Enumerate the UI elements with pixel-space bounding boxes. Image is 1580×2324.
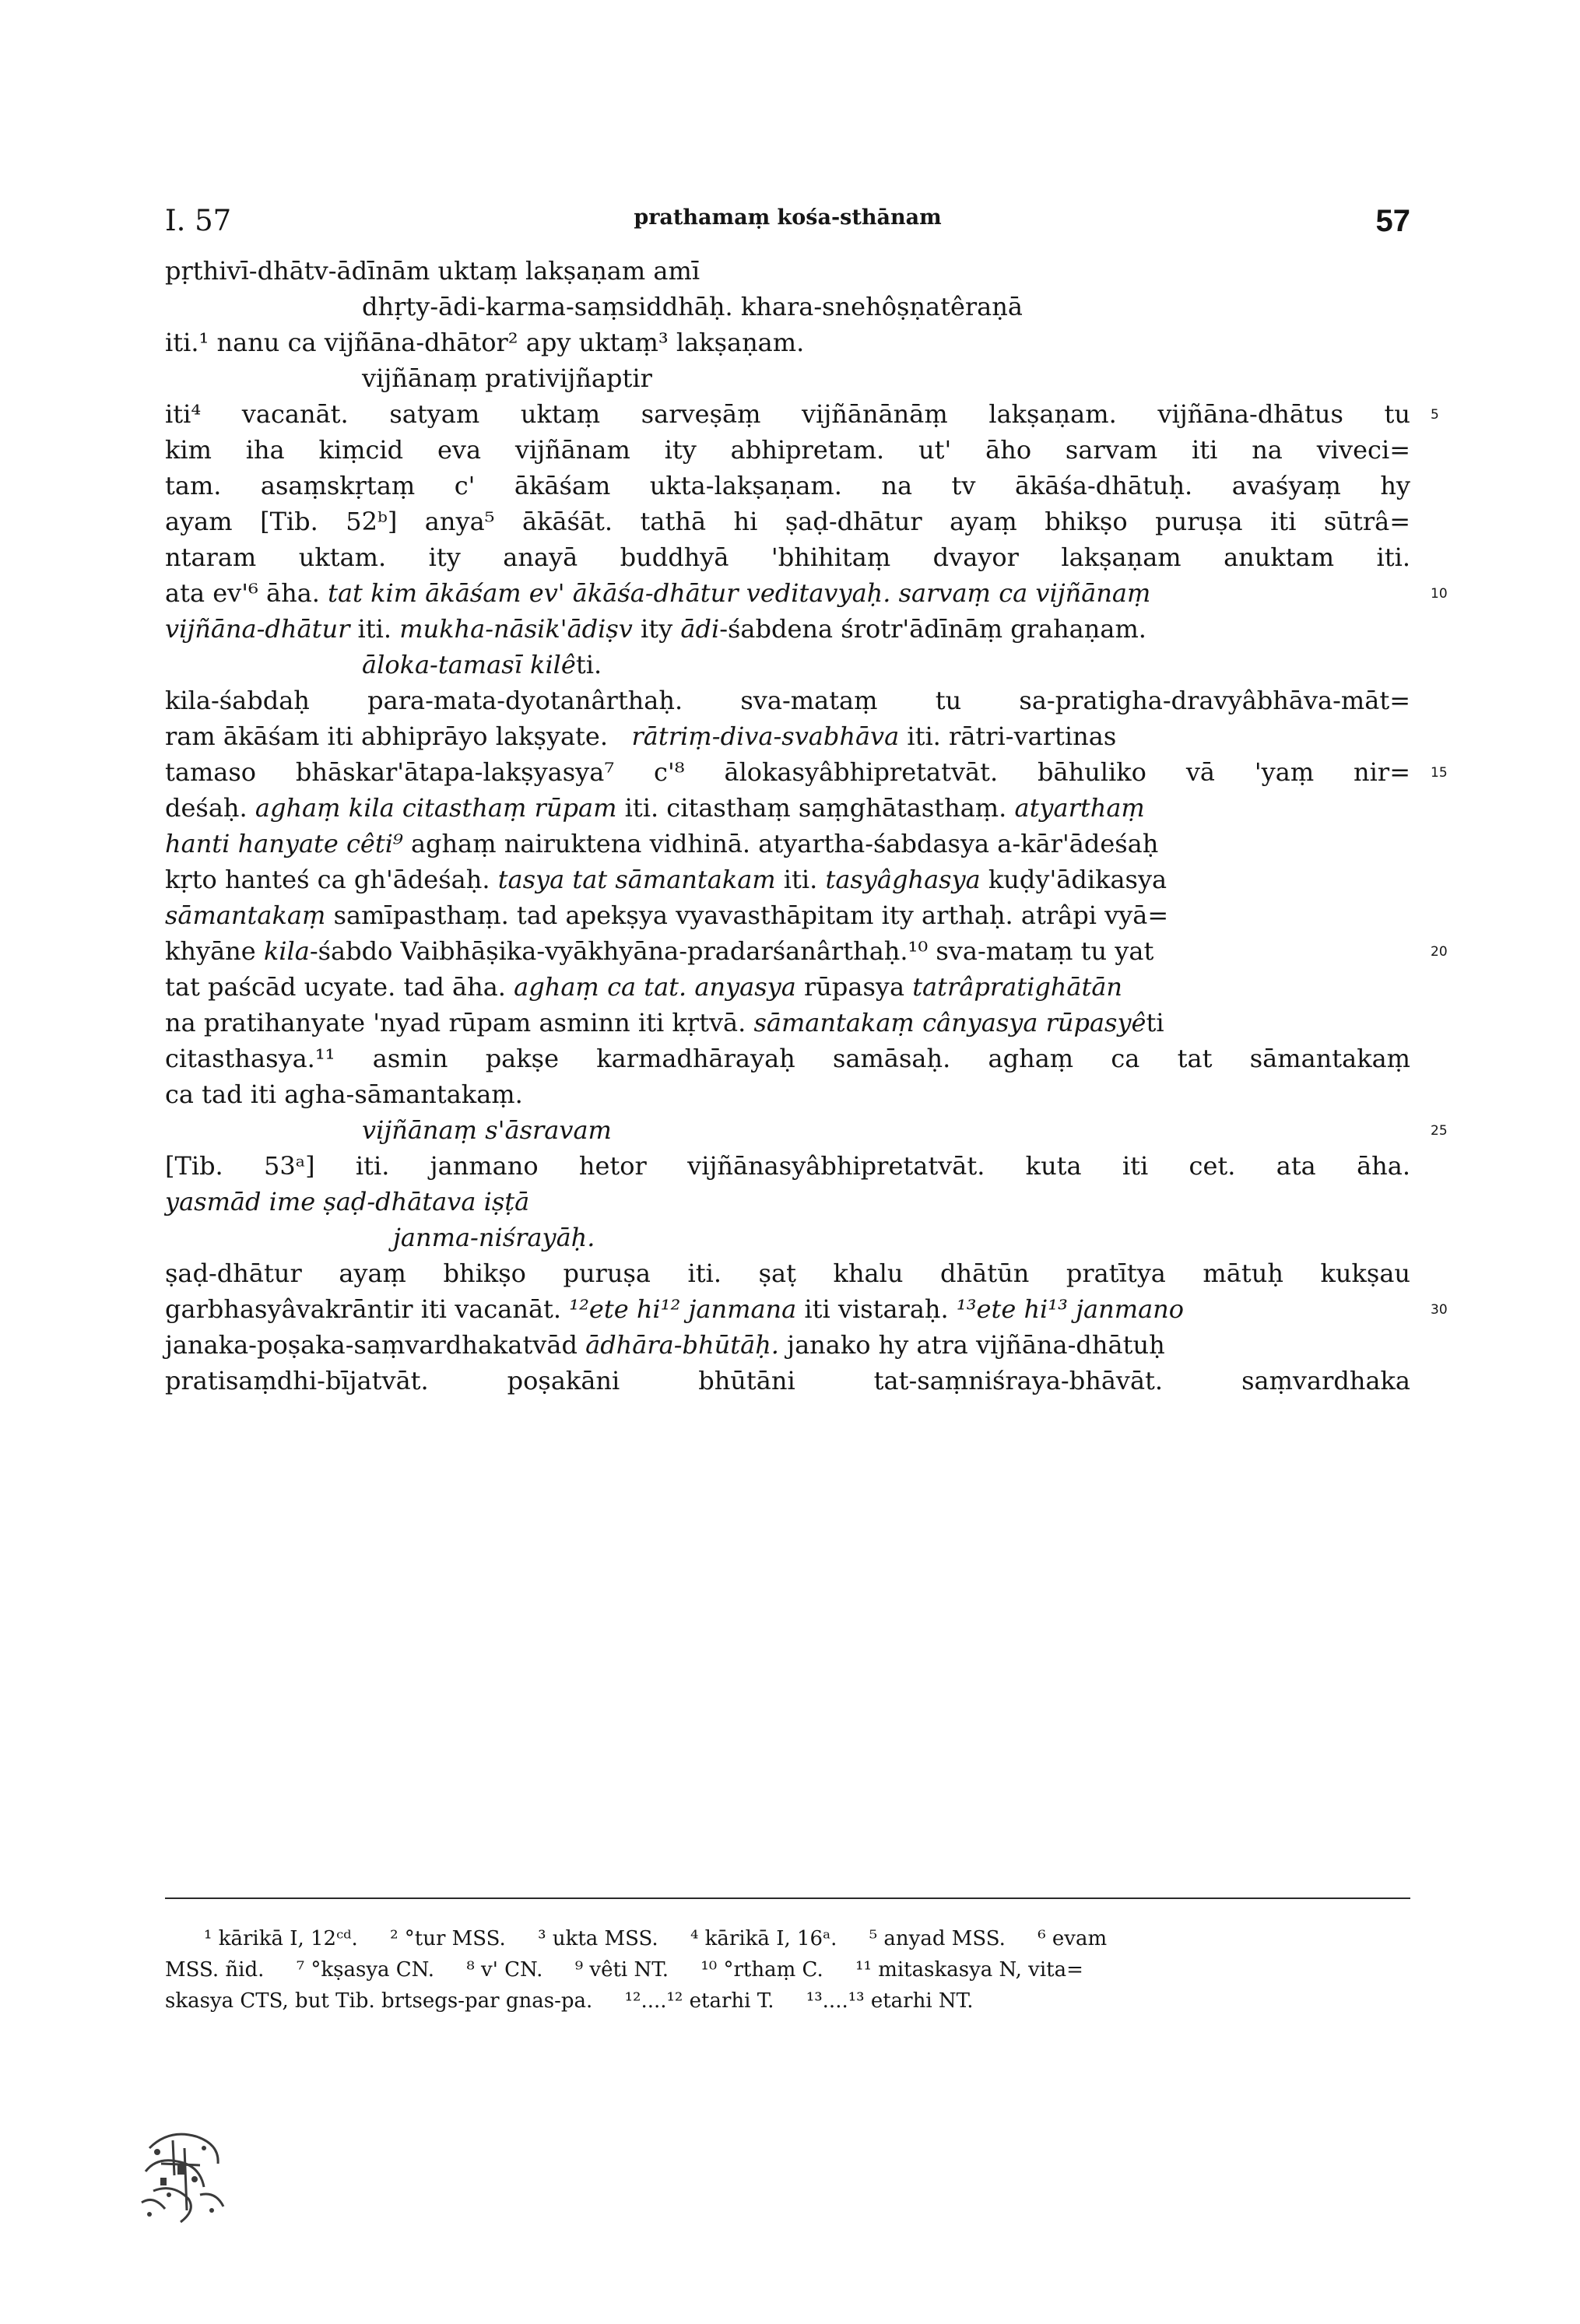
- line-number: 30: [1431, 1302, 1448, 1318]
- line-number: 25: [1431, 1123, 1448, 1139]
- text-line: sāmantakaṃ samīpasthaṃ. tad apekṣya vyavasthāpitam ity arthaḥ. atrâpi vyā=: [165, 900, 1169, 930]
- text-line: pṛthivī-dhātv-ādīnām uktaṃ lakṣaṇam amī: [165, 256, 700, 286]
- text-line: hanti hanyate cêti⁹ aghaṃ nairuktena vidhinā. atyartha-śabdasya a-kār'ādeśaḥ: [165, 829, 1159, 858]
- verse-line: yasmād ime ṣaḍ-dhātava iṣṭā: [165, 1187, 530, 1216]
- text-line: khyāne kila-śabdo Vaibhāṣika-vyākhyāna-pradarśanârthaḥ.¹⁰ sva-mataṃ tu yat: [165, 936, 1154, 966]
- text-line: tamaso bhāskar'ātapa-lakṣyasya⁷ c'⁸ ālokasyâbhipretatvāt. bāhuliko vā 'yaṃ nir=: [165, 757, 1410, 787]
- footnote-line: skasya CTS, but Tib. brtsegs-par gnas-pa. ¹²....¹² etarhi T. ¹³....¹³ etarhi NT.: [165, 1989, 974, 2013]
- line-number: 10: [1431, 586, 1448, 602]
- text-line: ayam [Tib. 52ᵇ] anya⁵ ākāśāt. tathā hi ṣaḍ-dhātur ayaṃ bhikṣo puruṣa iti sūtrâ=: [165, 507, 1410, 536]
- text-line: citasthasya.¹¹ asmin pakṣe karmadhārayaḥ samāsaḥ. aghaṃ ca tat sāmantakaṃ: [165, 1044, 1410, 1073]
- text-line: iti⁴ vacanāt. satyam uktaṃ sarveṣāṃ vijñānānāṃ lakṣaṇam. vijñāna-dhātus tu: [165, 399, 1410, 429]
- text-line: tam. asaṃskṛtaṃ c' ākāśam ukta-lakṣaṇam. na tv ākāśa-dhātuḥ. avaśyaṃ hy: [165, 471, 1410, 500]
- text-line: kṛto hanteś ca gh'ādeśaḥ. tasya tat sāmantakam iti. tasyâghasya kuḍy'ādikasya: [165, 865, 1167, 894]
- text-line: vijñāna-dhātur iti. mukha-nāsik'ādiṣv ity ādi-śabdena śrotr'ādīnāṃ grahaṇam.: [165, 614, 1146, 644]
- text-line: janaka-poṣaka-saṃvardhakatvād ādhāra-bhūtāḥ. janako hy atra vijñāna-dhātuḥ: [165, 1330, 1165, 1360]
- running-header: [165, 204, 1410, 251]
- footnote-line: MSS. ñid. ⁷ °kṣasya CN. ⁸ v' CN. ⁹ vêti NT. ¹⁰ °rthaṃ C. ¹¹ mitaskasya N, vita=: [165, 1958, 1083, 1982]
- text-line: kila-śabdaḥ para-mata-dyotanârthaḥ. sva-mataṃ tu sa-pratigha-dravyâbhāva-māt=: [165, 686, 1410, 715]
- line-number: 20: [1431, 944, 1448, 960]
- text-line: ṣaḍ-dhātur ayaṃ bhikṣo puruṣa iti. ṣaṭ khalu dhātūn pratītya mātuḥ kukṣau: [165, 1259, 1410, 1288]
- seal-icon: [126, 2117, 243, 2234]
- line-number: 15: [1431, 765, 1448, 781]
- text-line: [Tib. 53ᵃ] iti. janmano hetor vijñānasyâbhipretatvāt. kuta iti cet. ata āha.: [165, 1151, 1410, 1181]
- text-line: pratisaṃdhi-bījatvāt. poṣakāni bhūtāni tat-saṃniśraya-bhāvāt. saṃvardhaka: [165, 1366, 1410, 1395]
- text-line: ntaram uktam. ity anayā buddhyā 'bhihitaṃ dvayor lakṣaṇam anuktam iti.: [165, 542, 1410, 572]
- running-title: prathamaṃ kośa-sthānam: [634, 205, 942, 230]
- text-line: ata ev'⁶ āha. tat kim ākāśam ev' ākāśa-dhātur veditavyaḥ. sarvaṃ ca vijñānaṃ: [165, 578, 1151, 608]
- library-seal-stamp: [126, 2117, 243, 2234]
- text-line: ca tad iti agha-sāmantakaṃ.: [165, 1080, 523, 1109]
- text-line: kim iha kiṃcid eva vijñānam ity abhipretam. ut' āho sarvam iti na viveci=: [165, 435, 1410, 465]
- verse-line: āloka-tamasī kilêti.: [362, 650, 602, 679]
- text-line: deśaḥ. aghaṃ kila citasthaṃ rūpam iti. citasthaṃ saṃghātasthaṃ. atyarthaṃ: [165, 793, 1145, 823]
- line-number: 5: [1431, 407, 1439, 423]
- text-line: garbhasyâvakrāntir iti vacanāt. ¹²ete hi¹² janmana iti vistaraḥ. ¹³ete hi¹³ janmano: [165, 1294, 1185, 1324]
- verse-line: janma-niśrayāḥ.: [393, 1223, 595, 1252]
- text-line: tat paścād ucyate. tad āha. aghaṃ ca tat. anyasya rūpasya tatrâpratighātān: [165, 972, 1123, 1002]
- verse-line: vijñānaṃ prativijñaptir: [362, 363, 652, 393]
- footnote-rule: [165, 1897, 1410, 1899]
- verse-line: dhṛty-ādi-karma-saṃsiddhāḥ. khara-snehôṣṇatêraṇā: [362, 292, 1023, 321]
- text-line: ram ākāśam iti abhiprāyo lakṣyate. rātriṃ-diva-svabhāva iti. rātri-vartinas: [165, 721, 1117, 751]
- footnote-line: ¹ kārikā I, 12ᶜᵈ. ² °tur MSS. ³ ukta MSS. ⁴ kārikā I, 16ᵃ. ⁵ anyad MSS. ⁶ evam: [204, 1927, 1108, 1950]
- text-line: iti.¹ nanu ca vijñāna-dhātor² apy uktaṃ³ lakṣaṇam.: [165, 328, 805, 357]
- text-line: na pratihanyate 'nyad rūpam asminn iti kṛtvā. sāmantakaṃ cânyasya rūpasyêti: [165, 1008, 1164, 1037]
- section-reference: I. 57: [165, 204, 232, 237]
- page-number: 57: [1375, 204, 1410, 238]
- verse-line: vijñānaṃ s'āsravam: [362, 1115, 612, 1145]
